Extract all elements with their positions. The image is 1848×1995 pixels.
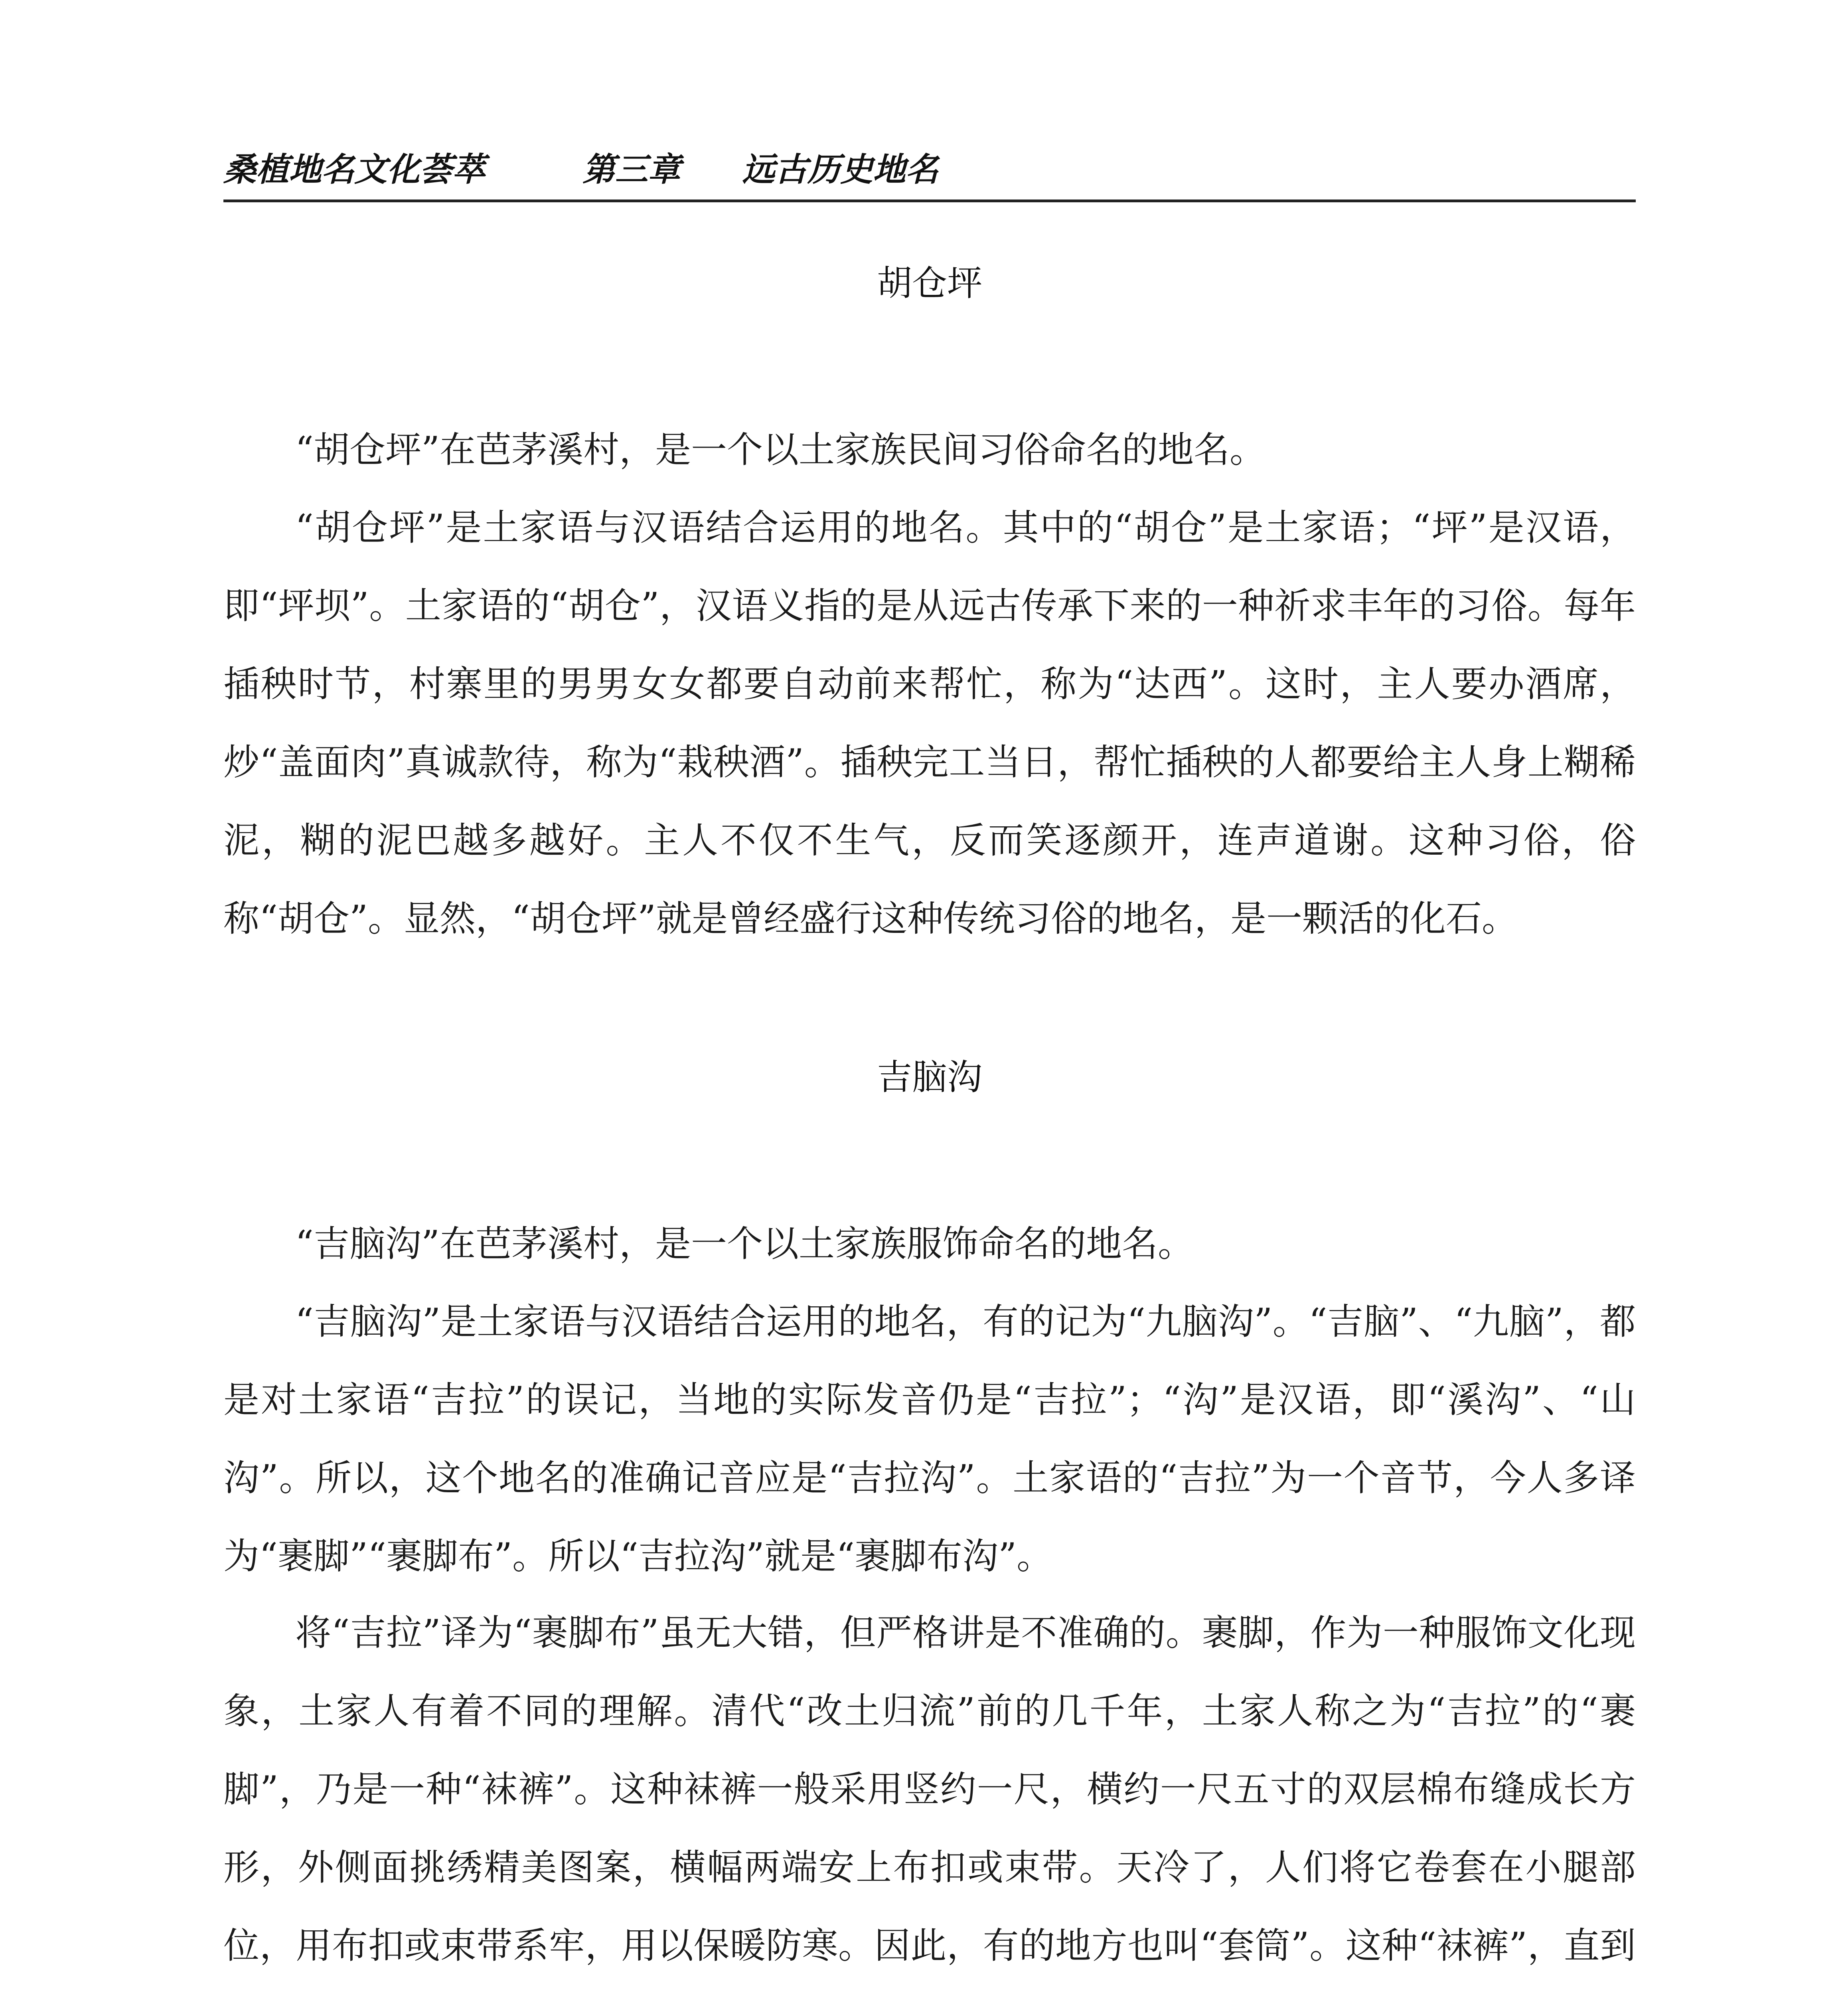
paragraph: “胡仓坪”在芭茅溪村，是一个以土家族民间习俗命名的地名。 — [295, 429, 1266, 471]
paragraph: 将“吉拉”译为“裹脚布”虽无大错，但严格讲是不准确的。裹脚，作为一种服饰文化现象，土家人有着不同的理解。清代“改土归流”前的几千年，土家人称之为“吉拉”的“裹脚”，乃是一种“袜裤”。这种袜裤一般采用竖约一尺，横约一尺五寸的双层棉布缝成长方形，外侧面挑绣精美图案，横幅两端安上布扣或束带。天冷了，人们将它卷套在小腿部位，用布扣或束带系牢，用以保暖防寒。因此，有的地方也叫“套筒”。这种“袜裤”，直到 — [223, 1612, 1636, 1967]
paragraph: “胡仓坪”是土家语与汉语结合运用的地名。其中的“胡仓”是土家语；“坪”是汉语，即“坪坝”。土家语的“胡仓”，汉语义指的是从远古传承下来的一种祈求丰年的习俗。每年插秧时节，村寨里的男男女女都要自动前来帮忙，称为“达西”。这时，主人要办酒席，炒“盖面肉”真诚款待，称为“栽秧酒”。插秧完工当日，帮忙插秧的人都要给主人身上糊稀泥，糊的泥巴越多越好。主人不仅不生气，反而笑逐颜开，连声道谢。这种习俗，俗称“胡仓”。显然，“胡仓坪”就是曾经盛行这种传统习俗的地名，是一颗活的化石。 — [223, 507, 1636, 940]
header-book-title: 桑植地名文化荟萃 — [223, 150, 485, 189]
paragraph: “吉脑沟”是土家语与汉语结合运用的地名，有的记为“九脑沟”。“吉脑”、“九脑”，都是对土家语“吉拉”的误记，当地的实际发音仍是“吉拉”；“沟”是汉语，即“溪沟”、“山沟”。所以，这个地名的准确记音应是“吉拉沟”。土家语的“吉拉”为一个音节，今人多译为“裹脚”“裹脚布”。所以“吉拉沟”就是“裹脚布沟”。 — [223, 1301, 1636, 1577]
header-section: 远古历史地名 — [742, 150, 938, 189]
header-rule — [223, 200, 1636, 202]
running-header — [223, 144, 1644, 192]
header-chapter: 第三章 — [582, 150, 681, 189]
paragraph: “吉脑沟”在芭茅溪村，是一个以土家族服饰命名的地名。 — [295, 1223, 1194, 1265]
section-title-jinaogou: 吉脑沟 — [877, 1057, 982, 1098]
section-title-hucangping: 胡仓坪 — [877, 263, 982, 304]
